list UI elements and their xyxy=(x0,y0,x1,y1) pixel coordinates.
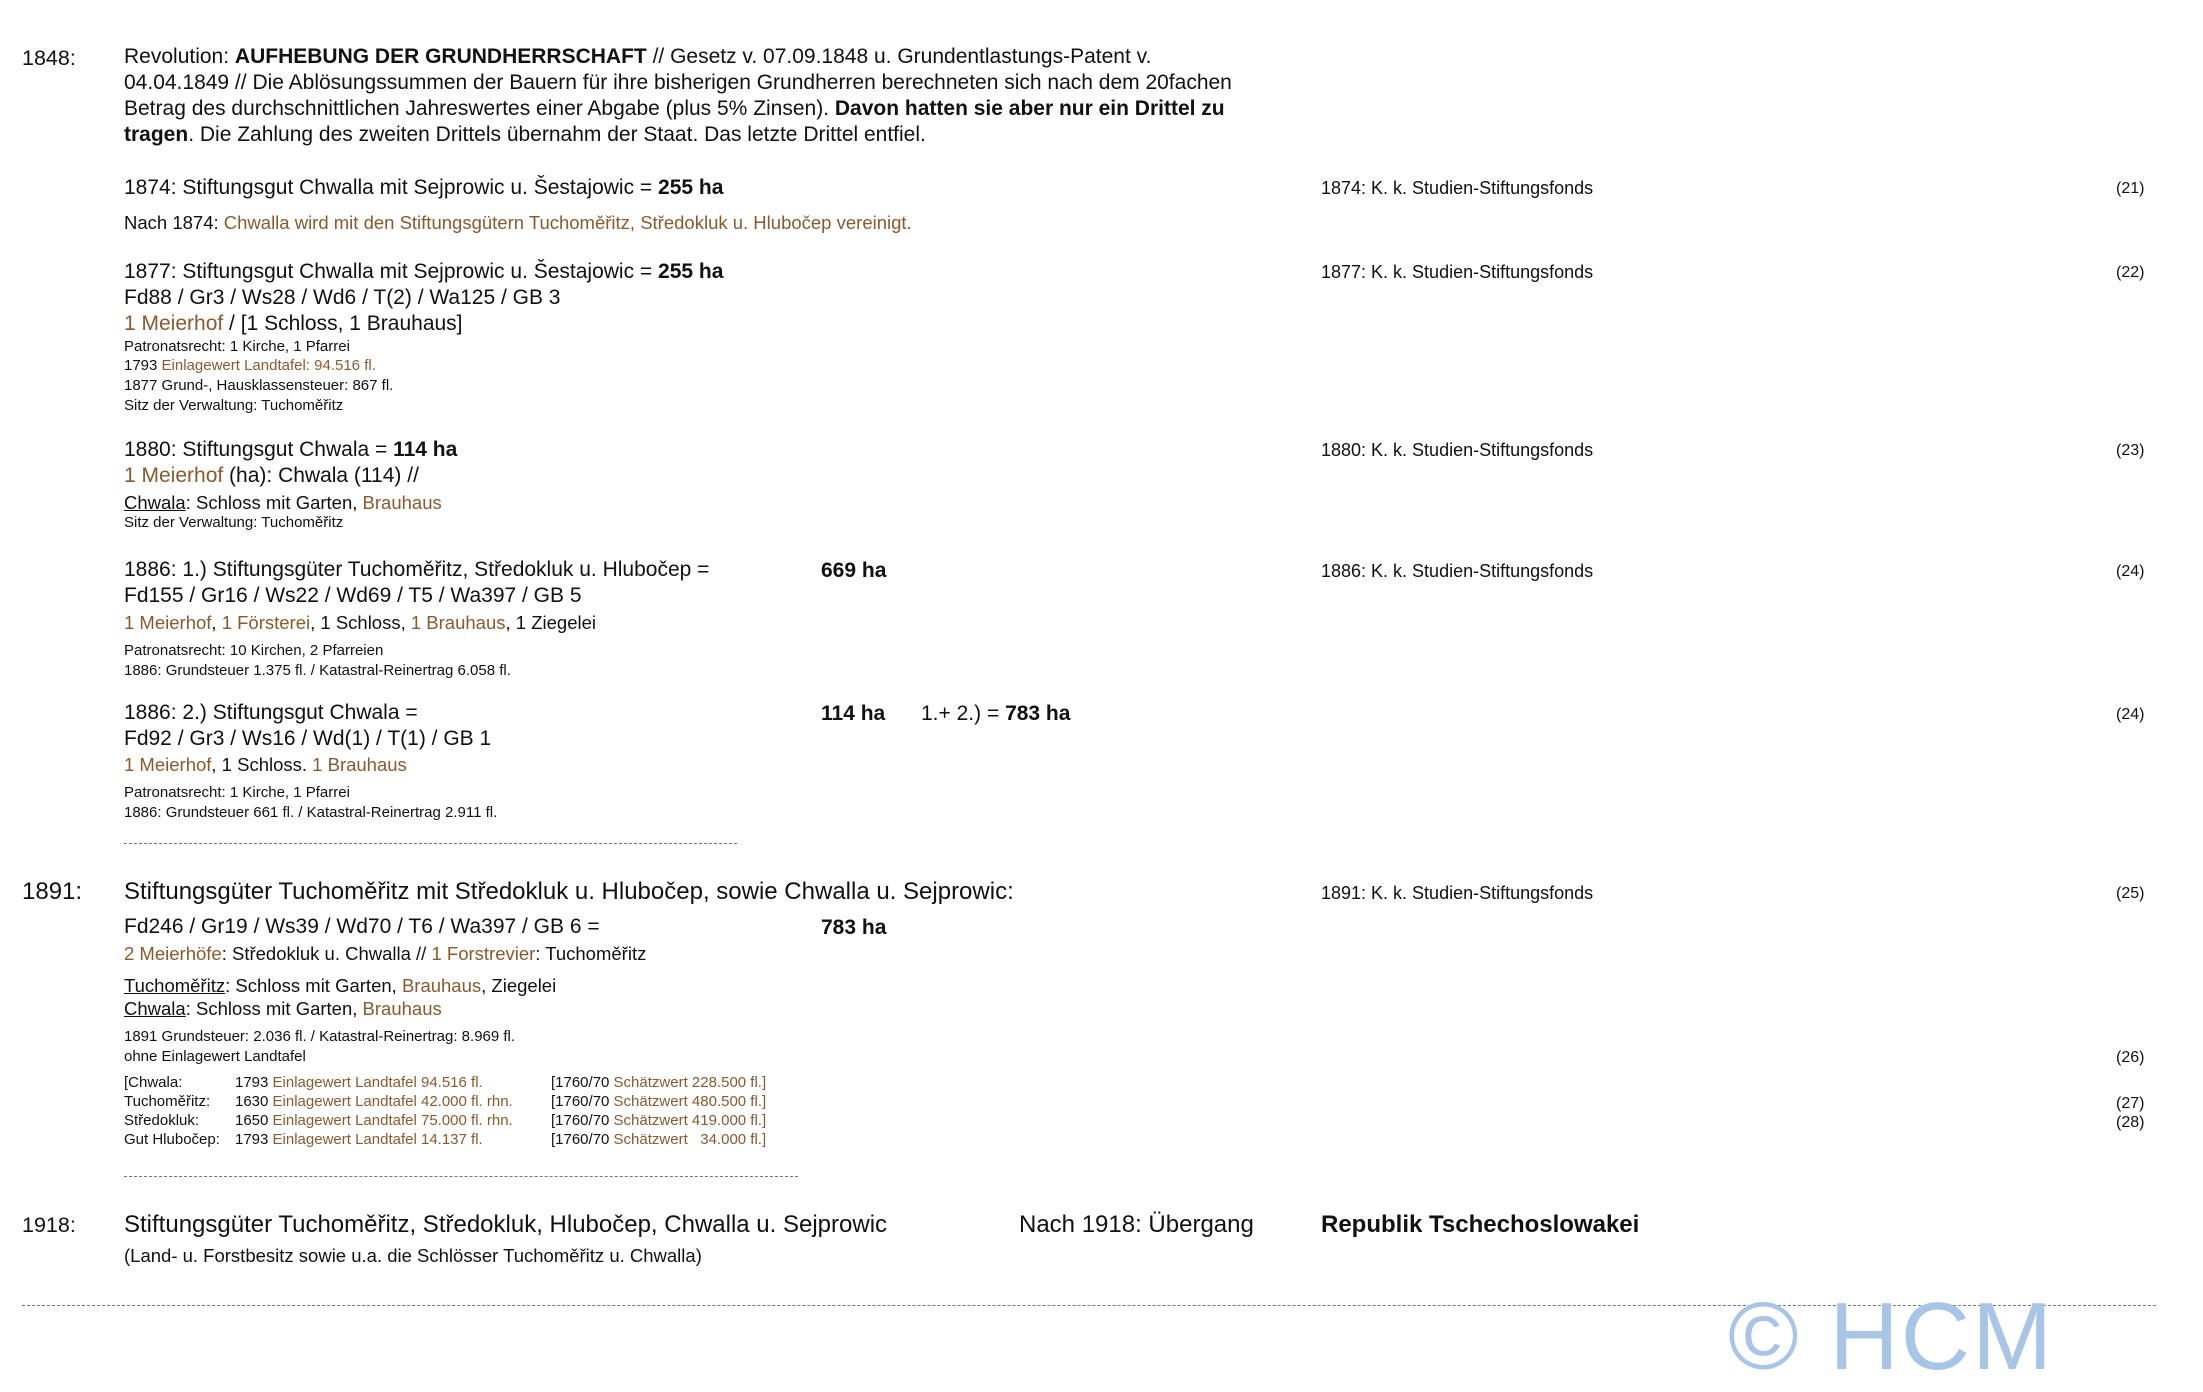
row-value2: 480.500 fl.] xyxy=(687,1093,767,1110)
text-brown: 2 Meierhöfe xyxy=(124,943,222,964)
text: 1793 xyxy=(124,357,162,374)
owner-1886: 1886: K. k. Studien-Stiftungsfonds xyxy=(1321,561,1594,581)
text-brown: 1 Brauhaus xyxy=(410,612,506,633)
entry-1880-small1: Sitz der Verwaltung: Tuchoměřitz xyxy=(124,514,344,531)
entry-1874-note xyxy=(124,211,912,234)
entry-1891-line2: Fd246 / Gr19 / Ws39 / Wd70 / T6 / Wa397 / GB 6 = xyxy=(124,915,600,938)
row-bracket: [1760/70 xyxy=(550,1093,614,1110)
footnote-26: (26) xyxy=(2116,1049,2145,1066)
text: , 1 Schloss, xyxy=(310,612,411,633)
text: : Tuchoměřitz xyxy=(535,943,647,964)
text: 1874: Stiftungsgut Chwalla mit Sejprowic u. Šestajowic = xyxy=(124,176,659,199)
valuation-row xyxy=(124,1073,766,1093)
row-bracket: [1760/70 xyxy=(550,1112,614,1129)
owner-1877: 1877: K. k. Studien-Stiftungsfonds xyxy=(1321,262,1594,282)
copyright-logo: © HCM xyxy=(1728,1283,2055,1390)
row-bracket: [1760/70 xyxy=(550,1131,614,1148)
valuation-row xyxy=(124,1130,766,1150)
text: // Gesetz v. 07.09.1848 u. Grundentlastungs-Patent v. 04.04.1849 // Die Ablösungssummen der Bauern für ihre bisherigen Grundherren berechneten sich nach dem 20fachen Betrag des durchschnittlichen Jahreswertes einer Abgabe (plus 5% Zinsen). xyxy=(124,45,1232,120)
entry-1886a-main: 1886: 1.) Stiftungsgüter Tuchoměřitz, Středokluk u. Hlubočep = xyxy=(124,558,710,581)
row-label: Einlagewert Landtafel xyxy=(272,1131,417,1148)
entry-1877-line3 xyxy=(124,311,463,337)
entry-1918-subtitle: (Land- u. Forstbesitz sowie u.a. die Schlösser Tuchoměřitz u. Chwalla) xyxy=(124,1245,702,1266)
owner-1891: 1891: K. k. Studien-Stiftungsfonds xyxy=(1321,883,1594,903)
entry-1891-small2: ohne Einlagewert Landtafel xyxy=(124,1048,306,1065)
row-name: Tuchoměřitz: xyxy=(124,1093,211,1110)
entry-1886a-line2: Fd155 / Gr16 / Ws22 / Wd69 / T5 / Wa397 / GB 5 xyxy=(124,584,582,607)
text: Nach 1874: xyxy=(124,212,224,233)
row-value: 94.516 fl. xyxy=(420,1074,483,1091)
text: / [1 Schloss, 1 Brauhaus] xyxy=(223,312,463,335)
row-value: 14.137 fl. xyxy=(420,1131,483,1148)
text: , 1 Schloss. xyxy=(211,754,313,775)
text: : Schloss mit Garten, xyxy=(185,492,363,513)
text: (ha): Chwala (114) // xyxy=(223,464,419,487)
separator-short xyxy=(124,1176,798,1177)
text-brown: Brauhaus xyxy=(362,492,442,513)
area-value: 255 ha xyxy=(658,260,724,283)
entry-1877-small4: Sitz der Verwaltung: Tuchoměřitz xyxy=(124,397,344,414)
row-year: 1793 xyxy=(235,1131,269,1148)
entry-1877-small3: 1877 Grund-, Hausklassensteuer: 867 fl. xyxy=(124,377,394,394)
text: : Schloss mit Garten, xyxy=(225,975,402,996)
entry-1891-line5 xyxy=(124,997,442,1020)
entry-1886a-line3 xyxy=(124,611,596,634)
text-brown: 1 Meierhof xyxy=(124,612,212,633)
area-value: 114 ha xyxy=(393,438,458,461)
area-value: 255 ha xyxy=(658,176,724,199)
owner-1874: 1874: K. k. Studien-Stiftungsfonds xyxy=(1321,178,1594,198)
text-brown: Chwalla wird mit den Stiftungsgütern Tuchoměřitz, Středokluk u. Hlubočep vereinigt. xyxy=(223,212,912,233)
transition-label: Nach 1918: Übergang xyxy=(1019,1211,1254,1238)
footnote-23: (23) xyxy=(2116,442,2145,459)
text: : Středokluk u. Chwalla // xyxy=(221,943,432,964)
row-name: [Chwala: xyxy=(124,1074,183,1091)
row-value2: 228.500 fl.] xyxy=(687,1074,767,1091)
entry-1886b-main: 1886: 2.) Stiftungsgut Chwala = xyxy=(124,701,418,724)
row-label: Einlagewert Landtafel xyxy=(272,1093,417,1110)
entry-1918-title: Stiftungsgüter Tuchoměřitz, Středokluk, Hlubočep, Chwalla u. Sejprowic xyxy=(124,1211,888,1238)
text-brown: Brauhaus xyxy=(362,998,442,1019)
bold-text: Davon hatten sie aber nur ein Drittel zu tragen xyxy=(124,97,1225,146)
row-bracket: [1760/70 xyxy=(550,1074,614,1091)
footnote-21: (21) xyxy=(2116,180,2145,197)
text-brown: 1 Meierhof xyxy=(124,312,224,335)
area-value-114: 114 ha xyxy=(821,702,886,725)
text: 1880: Stiftungsgut Chwala = xyxy=(124,438,394,461)
owner-1880: 1880: K. k. Studien-Stiftungsfonds xyxy=(1321,440,1594,460)
republic-label: Republik Tschechoslowakei xyxy=(1321,1211,1640,1238)
row-value: 75.000 fl. rhn. xyxy=(420,1112,513,1129)
text-brown: Brauhaus xyxy=(401,975,482,996)
footnote-24b: (24) xyxy=(2116,706,2145,723)
entry-1886b-small2: 1886: Grundsteuer 661 fl. / Katastral-Reinertrag 2.911 fl. xyxy=(124,804,498,821)
entry-1880-line2 xyxy=(124,463,419,489)
entry-1877-main xyxy=(124,259,723,285)
paragraph-1848 xyxy=(124,44,1244,148)
footnote-22: (22) xyxy=(2116,264,2145,281)
text-brown: 1 Försterei xyxy=(221,612,311,633)
entry-1886b-line3 xyxy=(124,753,407,776)
entry-1880-line3 xyxy=(124,491,442,514)
footnote-28: (28) xyxy=(2116,1114,2145,1131)
text-brown: Einlagewert Landtafel: 94.516 fl. xyxy=(161,357,376,374)
row-label: Einlagewert Landtafel xyxy=(272,1074,417,1091)
entry-1891-small1: 1891 Grundsteuer: 2.036 fl. / Katastral-Reinertrag: 8.969 fl. xyxy=(124,1028,516,1045)
text: : Schloss mit Garten, xyxy=(185,998,363,1019)
text: , 1 Ziegelei xyxy=(505,612,596,633)
row-year: 1630 xyxy=(235,1093,269,1110)
text: 1.+ 2.) = xyxy=(921,702,1006,725)
row-label: Einlagewert Landtafel xyxy=(272,1112,417,1129)
separator-short xyxy=(124,843,737,844)
area-value: 783 ha xyxy=(1005,702,1071,725)
entry-1877-small2 xyxy=(124,356,376,376)
footnote-25: (25) xyxy=(2116,885,2145,902)
area-value-669: 669 ha xyxy=(821,559,887,582)
row-label2: Schätzwert xyxy=(613,1093,688,1110)
row-year: 1650 xyxy=(235,1112,269,1129)
row-name: Gut Hlubočep: xyxy=(124,1131,220,1148)
text: , xyxy=(211,612,222,633)
footnote-27: (27) xyxy=(2116,1095,2145,1112)
text-brown: 1 Meierhof xyxy=(124,464,224,487)
row-label2: Schätzwert xyxy=(613,1131,688,1148)
bold-text: AUFHEBUNG DER GRUNDHERRSCHAFT xyxy=(234,45,647,68)
year-1918: 1918: xyxy=(22,1213,76,1237)
text-brown: 1 Forstrevier xyxy=(431,943,536,964)
entry-1886b-small1: Patronatsrecht: 1 Kirche, 1 Pfarrei xyxy=(124,784,350,801)
entry-1874-main xyxy=(124,175,723,201)
row-label2: Schätzwert xyxy=(613,1112,688,1129)
entry-1891-line4 xyxy=(124,974,556,997)
row-value2: 34.000 fl.] xyxy=(687,1131,767,1148)
entry-1891-title: Stiftungsgüter Tuchoměřitz mit Středokluk u. Hlubočep, sowie Chwalla u. Sejprowic: xyxy=(124,878,1014,905)
entry-1877-small1: Patronatsrecht: 1 Kirche, 1 Pfarrei xyxy=(124,338,350,355)
entry-1880-main xyxy=(124,437,457,463)
footnote-24a: (24) xyxy=(2116,563,2145,580)
text-underlined: Tuchoměřitz xyxy=(124,975,226,996)
row-value2: 419.000 fl.] xyxy=(687,1112,767,1129)
valuation-row xyxy=(124,1111,766,1131)
text: , Ziegelei xyxy=(481,975,557,996)
row-label2: Schätzwert xyxy=(613,1074,688,1091)
entry-1891-line3 xyxy=(124,942,646,965)
text: . Die Zahlung des zweiten Drittels übernahm der Staat. Das letzte Drittel entfiel. xyxy=(188,123,926,146)
text-brown: 1 Brauhaus xyxy=(312,754,407,775)
row-value: 42.000 fl. rhn. xyxy=(420,1093,513,1110)
row-name: Středokluk: xyxy=(124,1112,200,1129)
text: Revolution: xyxy=(124,45,235,68)
entry-1877-line2: Fd88 / Gr3 / Ws28 / Wd6 / T(2) / Wa125 / GB 3 xyxy=(124,286,561,309)
text-underlined: Chwala xyxy=(124,492,186,513)
text: 1877: Stiftungsgut Chwalla mit Sejprowic u. Šestajowic = xyxy=(124,260,659,283)
row-year: 1793 xyxy=(235,1074,269,1091)
area-value-783: 783 ha xyxy=(821,916,887,939)
year-1891: 1891: xyxy=(22,878,83,905)
entry-1886b-line2: Fd92 / Gr3 / Ws16 / Wd(1) / T(1) / GB 1 xyxy=(124,727,492,750)
text-brown: 1 Meierhof xyxy=(124,754,212,775)
entry-1886a-small2: 1886: Grundsteuer 1.375 fl. / Katastral-Reinertrag 6.058 fl. xyxy=(124,662,511,679)
year-1848: 1848: xyxy=(22,46,76,70)
valuation-row xyxy=(124,1092,766,1112)
entry-1886a-small1: Patronatsrecht: 10 Kirchen, 2 Pfarreien xyxy=(124,642,384,659)
text-underlined: Chwala xyxy=(124,998,186,1019)
sum-783 xyxy=(921,701,1070,727)
